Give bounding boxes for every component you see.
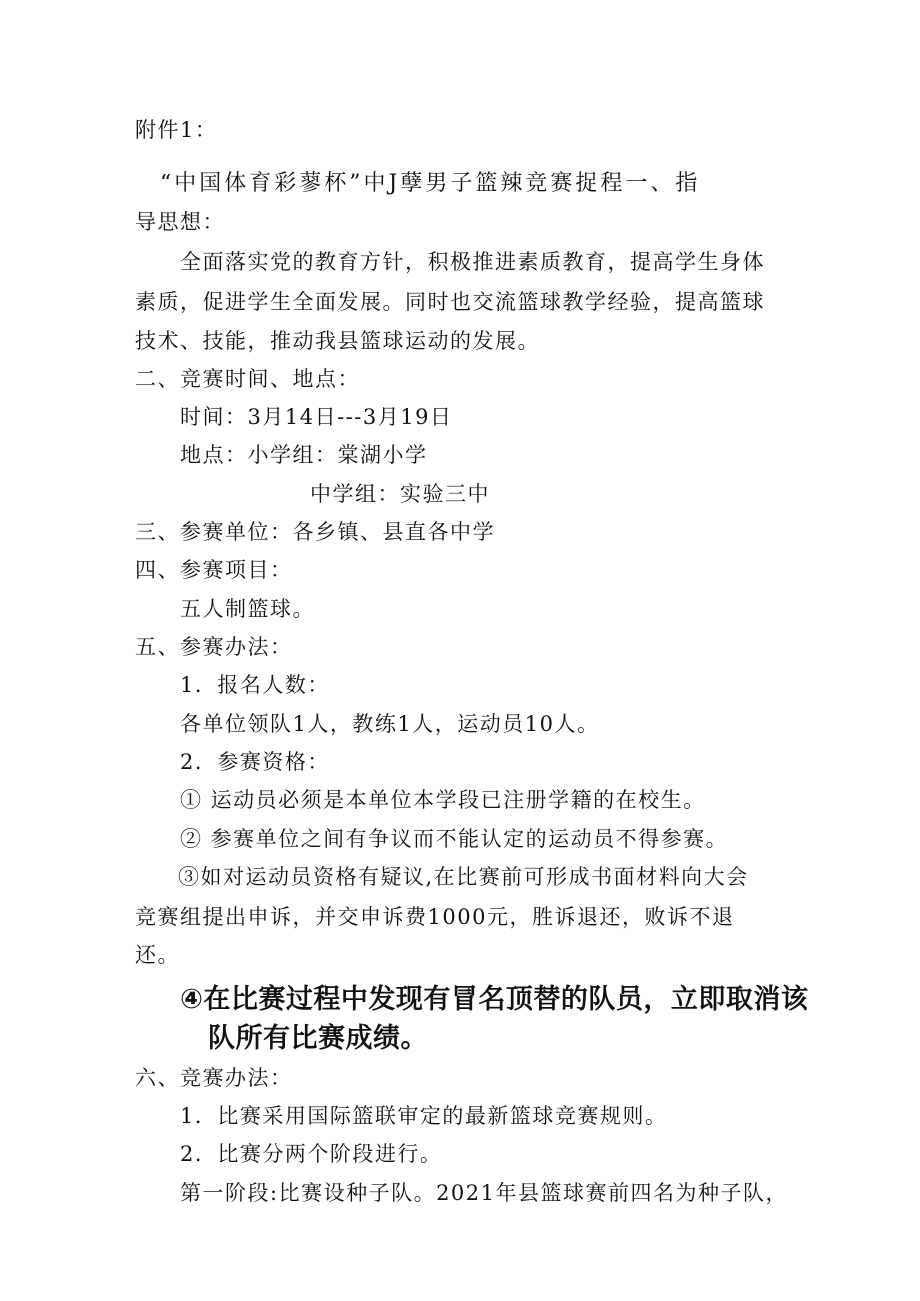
section-1-paragraph-line: 技术、技能，推动我县篮球运动的发展。	[135, 329, 540, 353]
section-5-heading: 五、参赛办法：	[135, 635, 293, 659]
section-5-item-1: 1．报名人数：	[180, 673, 330, 697]
section-1-paragraph-line: 全面落实党的教育方针，积极推进素质教育，提高学生身体	[180, 250, 765, 274]
eligibility-rule-3-line: 还。	[135, 943, 180, 967]
section-4-item: 五人制篮球。	[180, 597, 315, 621]
section-1-paragraph-line: 素质，促进学生全面发展。同时也交流篮球教学经验，提高篮球	[135, 290, 765, 314]
section-3: 三、参赛单位：各乡镇、县直各中学	[135, 520, 495, 544]
document-title: “中国体育彩蓼杯”中J孽男子篮辣竞赛捉程一、指	[160, 171, 701, 196]
eligibility-rule-4-line: 队所有比赛成绩。	[208, 1023, 428, 1054]
section-1-heading: 导思想：	[135, 210, 225, 234]
section-6-heading: 六、竞赛办法：	[135, 1066, 293, 1090]
section-6-item-3: 第一阶段:比赛设种子队。2021年县篮球赛前四名为种子队，	[180, 1181, 789, 1205]
section-2-heading: 二、竞赛时间、地点：	[135, 367, 360, 391]
section-6-item-2: 2．比赛分两个阶段进行。	[180, 1142, 443, 1166]
eligibility-rule-3-line: 竞赛组提出申诉，并交申诉费1000元，胜诉退还，败诉不退	[135, 905, 735, 929]
section-5-item-2: 2．参赛资格：	[180, 750, 330, 774]
attachment-label: 附件1：	[135, 118, 218, 142]
section-6-item-1: 1．比赛采用国际篮联审定的最新篮球竞赛规则。	[180, 1104, 668, 1128]
competition-place-middle: 中学组：实验三中	[310, 482, 490, 506]
competition-place-primary: 地点：小学组：棠湖小学	[180, 443, 428, 467]
eligibility-rule-2: ② 参赛单位之间有争议而不能认定的运动员不得参赛。	[180, 827, 729, 851]
section-5-item-1-text: 各单位领队1人，教练1人，运动员10人。	[180, 712, 600, 736]
eligibility-rule-3-line: ③如对运动员资格有疑议,在比赛前可形成书面材料向大会	[178, 865, 749, 889]
section-4-heading: 四、参赛项目：	[135, 558, 293, 582]
eligibility-rule-1: ① 运动员必须是本单位本学段已注册学籍的在校生。	[180, 788, 706, 812]
competition-time: 时间：3月14日---3月19日	[180, 405, 453, 429]
eligibility-rule-4-line: ④在比赛过程中发现有冒名顶替的队员，立即取消该	[180, 984, 809, 1015]
